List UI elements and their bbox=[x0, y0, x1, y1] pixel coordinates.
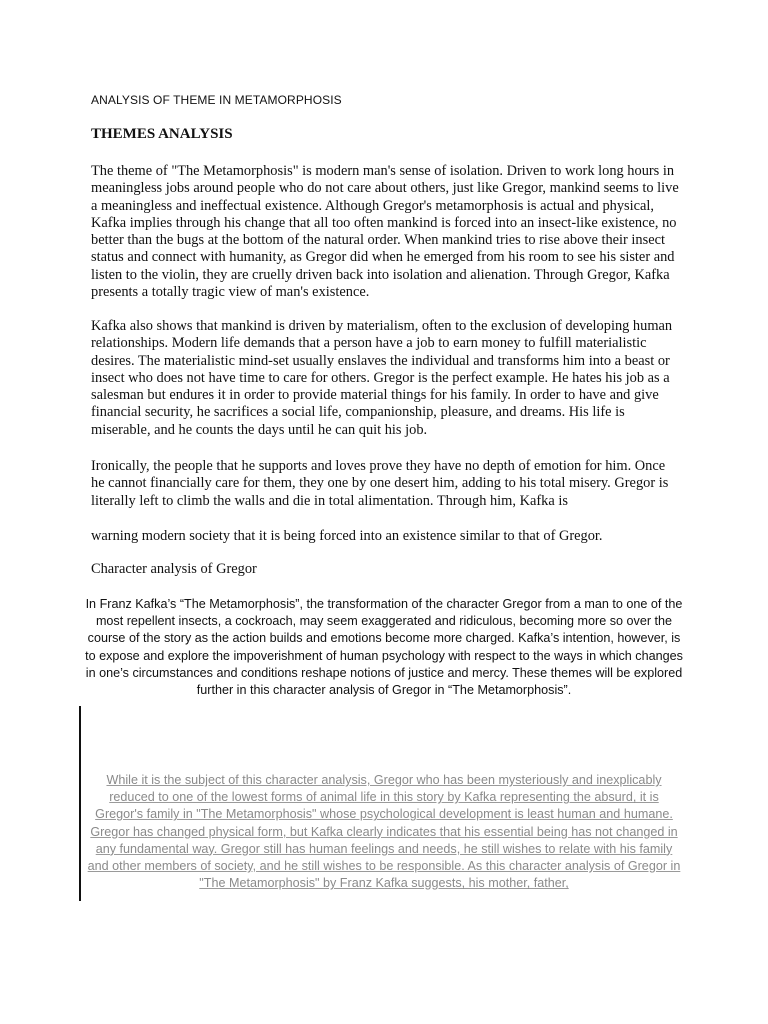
linked-paragraph[interactable]: While it is the subject of this character analysis, Gregor who has been mysteriously and inexplicably reduced to one of the lowest forms of animal life in this story by Kafka representing the absurd, it is Gregor's family in "The Metamorphosis" whose psychological development is least human and humane. Gregor has changed physical form, but Kafka clearly indicates that his essential being has not changed in any fundamental way. Gregor still has human feelings and needs, he still wishes to relate with his family and other members of society, and he still wishes to be responsible. As this character analysis of Gregor in "The Metamorphosis" by Franz Kafka suggests, his mother, father, bbox=[87, 773, 681, 891]
paragraph-irony: Ironically, the people that he supports and loves prove they have no depth of emotion for him. Once he cannot financially care for them, they one by one desert him, adding to his total misery. Gregor is literally left to climb the walls and die in total alimentation. Through him, Kafka is bbox=[91, 458, 669, 509]
section-title: THEMES ANALYSIS bbox=[91, 126, 233, 142]
centered-paragraph: In Franz Kafka’s “The Metamorphosis”, the transformation of the character Gregor from a man to one of the most repellent insects, a cockroach, may seem exaggerated and ridiculous, becoming more so over the course of the story as the action builds and emotions become more charged. Kafka’s intention, however, is to expose and explore the impoverishment of human psychology with respect to the ways in which changes in one’s circumstances and conditions reshape notions of justice and mercy. These themes will be explored further in this character analysis of Gregor in “The Metamorphosis”. bbox=[85, 597, 683, 698]
document-heading: ANALYSIS OF THEME IN METAMORPHOSIS bbox=[91, 93, 342, 107]
paragraph-warning: warning modern society that it is being forced into an existence similar to that of Gregor. bbox=[91, 528, 603, 544]
subheading-character-analysis: Character analysis of Gregor bbox=[91, 561, 257, 577]
paragraph-materialism: Kafka also shows that mankind is driven by materialism, often to the exclusion of developing human relationships. Modern life demands that a person have a job to earn money to fulfill materialistic desires. The materialistic mind-set usually enslaves the individual and transforms him into a beast or insect who does not have time to care for others. Gregor is the perfect example. He hates his job as a salesman but endures it in order to provide material things for his family. In order to have and give financial security, he sacrifices a social life, companionship, pleasure, and dreams. His life is miserable, and he counts the days until he can quit his job. bbox=[91, 318, 673, 438]
text-cursor-bar bbox=[79, 706, 81, 901]
paragraph-isolation: The theme of "The Metamorphosis" is modern man's sense of isolation. Driven to work long hours in meaningless jobs around people who do not care about others, just like Gregor, mankind seems to live a meaningless and ineffectual existence. Although Gregor's metamorphosis is actual and physical, Kafka implies through his change that all too often mankind is forced into an insect-like existence, no better than the bugs at the bottom of the natural order. When mankind tries to rise above their insect status and connect with humanity, as Gregor did when he emerged from his room to see his sister and listen to the violin, they are cruelly driven back into isolation and alienation. Through Gregor, Kafka presents a totally tragic view of man's existence. bbox=[91, 163, 679, 301]
